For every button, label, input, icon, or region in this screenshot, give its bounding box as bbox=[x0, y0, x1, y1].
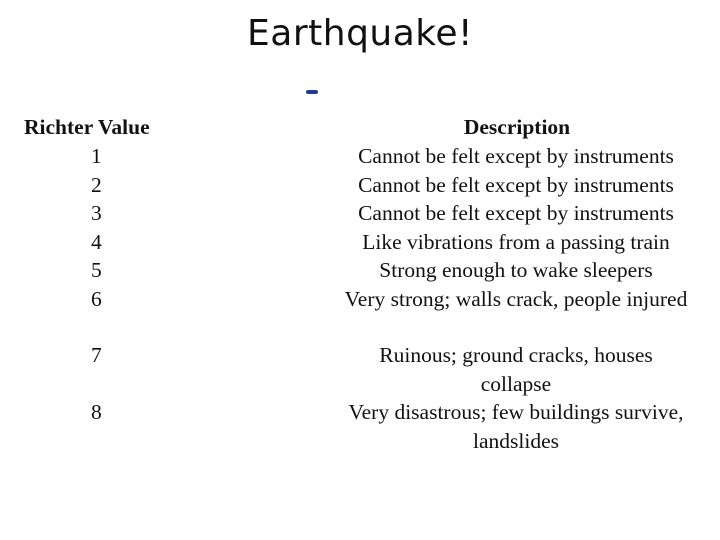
decorative-mark bbox=[306, 90, 318, 94]
richter-value: 1 bbox=[91, 144, 102, 168]
description-cell: Strong enough to wake sleepers bbox=[379, 258, 653, 282]
description-cell: Very disastrous; few buildings survive, landslides bbox=[348, 400, 684, 453]
column-header-description: Description bbox=[463, 115, 571, 139]
richter-value: 8 bbox=[91, 400, 102, 424]
richter-value: 3 bbox=[91, 201, 102, 225]
column-header-richter-value: Richter Value bbox=[24, 115, 150, 139]
richter-value: 7 bbox=[91, 343, 102, 367]
description-cell: Very strong; walls crack, people injured bbox=[344, 286, 688, 311]
richter-value: 4 bbox=[91, 229, 102, 254]
description-cell: Cannot be felt except by instruments bbox=[358, 201, 674, 225]
richter-value: 5 bbox=[91, 258, 102, 282]
description-cell: Cannot be felt except by instruments bbox=[358, 144, 674, 168]
slide-title: Earthquake! bbox=[247, 13, 473, 54]
richter-value: 2 bbox=[91, 172, 102, 197]
description-cell: Ruinous; ground cracks, houses collapse bbox=[379, 343, 653, 396]
richter-value: 6 bbox=[91, 286, 102, 311]
description-cell: Cannot be felt except by instruments bbox=[358, 172, 674, 197]
description-cell: Like vibrations from a passing train bbox=[362, 229, 670, 254]
